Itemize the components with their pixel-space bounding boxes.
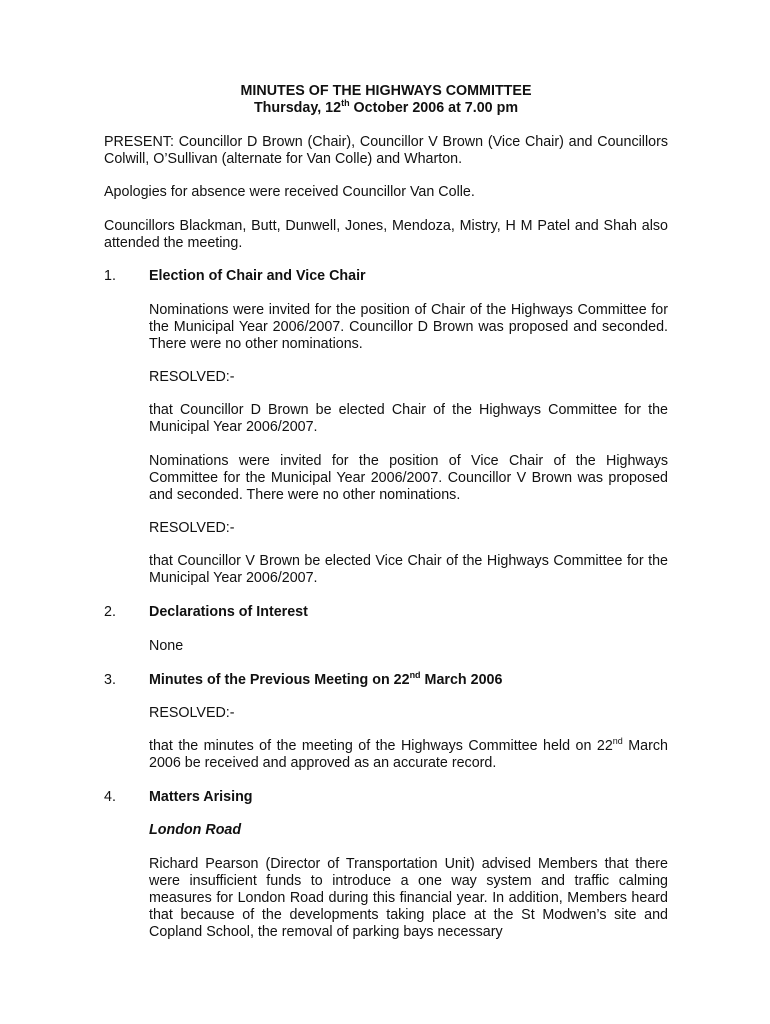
item-title: Declarations of Interest bbox=[149, 604, 308, 620]
item-title-suffix: March 2006 bbox=[420, 672, 503, 688]
item-title bbox=[149, 672, 502, 689]
resolved-label: RESOLVED:- bbox=[149, 705, 235, 721]
resolution-prefix: that the minutes of the meeting of the Highways Committee held on 22 bbox=[149, 738, 613, 754]
resolution-text: that Councillor V Brown be elected Vice Chair of the Highways Committee for the Municipal Year 2006/2007. bbox=[149, 553, 668, 586]
item-paragraph: Nominations were invited for the position of Chair of the Highways Committee for the Municipal Year 2006/2007. Councillor D Brown was proposed and seconded. There were no other nominations. bbox=[149, 302, 668, 352]
item-number: 4. bbox=[104, 789, 116, 805]
resolution-suffix: March 2006 be received and approved as an accurate record. bbox=[149, 738, 668, 771]
item-title-sup: nd bbox=[409, 670, 421, 681]
meeting-date bbox=[104, 100, 668, 117]
meeting-date-suffix: October 2006 at 7.00 pm bbox=[349, 100, 519, 116]
meeting-date-sup: th bbox=[341, 98, 350, 109]
apologies-paragraph: Apologies for absence were received Councillor Van Colle. bbox=[104, 184, 475, 200]
item-body: None bbox=[149, 638, 184, 654]
also-attended-paragraph: Councillors Blackman, Butt, Dunwell, Jones, Mendoza, Mistry, H M Patel and Shah also attended the meeting. bbox=[104, 218, 668, 251]
item-number: 1. bbox=[104, 268, 116, 284]
resolution-text: that Councillor D Brown be elected Chair of the Highways Committee for the Municipal Year 2006/2007. bbox=[149, 402, 668, 435]
resolved-label: RESOLVED:- bbox=[149, 520, 235, 536]
item-body: Richard Pearson (Director of Transportation Unit) advised Members that there were insufficient funds to introduce a one way system and traffic calming measures for London Road during this financial year. In addition, Members heard that because of the developments taking place at the St Modwen’s site and Copland School, the removal of parking bays necessary bbox=[149, 856, 668, 940]
resolution-text bbox=[149, 738, 668, 772]
document-title: MINUTES OF THE HIGHWAYS COMMITTEE bbox=[240, 83, 532, 99]
item-title-prefix: Minutes of the Previous Meeting on 22 bbox=[149, 672, 410, 688]
item-number: 2. bbox=[104, 604, 116, 620]
item-title: Election of Chair and Vice Chair bbox=[149, 268, 366, 284]
meeting-date-prefix: Thursday, 12 bbox=[253, 100, 342, 116]
item-title: Matters Arising bbox=[149, 789, 253, 805]
item-paragraph: Nominations were invited for the position of Vice Chair of the Highways Committee for the Municipal Year 2006/2007. Councillor V Brown was proposed and seconded. There were no other nominations. bbox=[149, 453, 668, 503]
resolution-sup: nd bbox=[612, 736, 623, 747]
item-number: 3. bbox=[104, 672, 116, 688]
present-paragraph: PRESENT: Councillor D Brown (Chair), Councillor V Brown (Vice Chair) and Councillors Colwill, O’Sullivan (alternate for Van Colle) and Wharton. bbox=[104, 134, 668, 167]
resolved-label: RESOLVED:- bbox=[149, 369, 235, 385]
item-subtitle: London Road bbox=[149, 822, 242, 838]
